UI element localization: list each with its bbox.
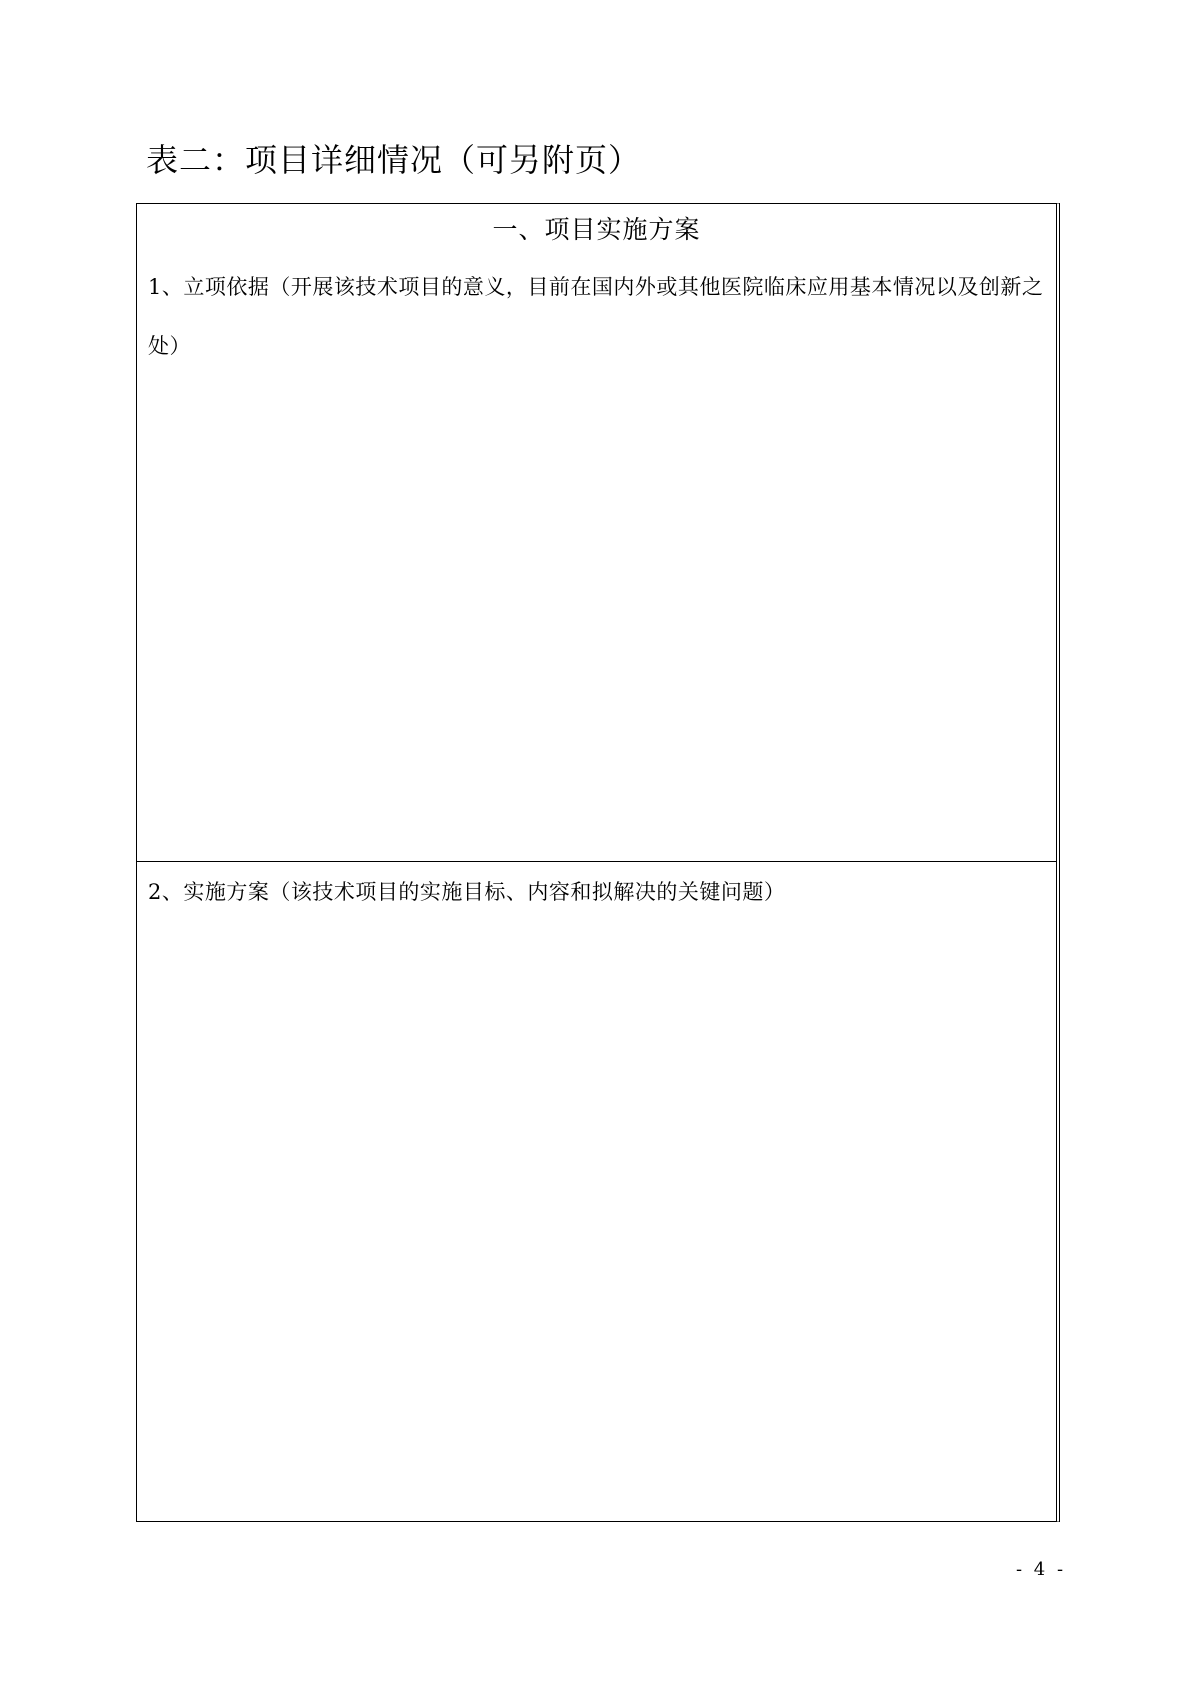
item-label-plan: 2、实施方案（该技术项目的实施目标、内容和拟解决的关键问题） [148,880,786,904]
table-row-plan [137,863,1056,1521]
page-title: 表二：项目详细情况（可另附页） [146,141,642,179]
row-divider [137,861,1056,862]
item-content-basis[interactable] [148,384,1046,851]
page-number: - 4 - [1016,1559,1067,1580]
table-row-basis [137,204,1056,861]
project-detail-table [136,203,1060,1522]
section-heading: 一、项目实施方案 [492,215,701,244]
item-content-plan[interactable] [148,933,1046,1511]
item-label-basis: 1、立项依据（开展该技术项目的意义，目前在国内外或其他医院临床应用基本情况以及创新之处） [148,275,1044,358]
